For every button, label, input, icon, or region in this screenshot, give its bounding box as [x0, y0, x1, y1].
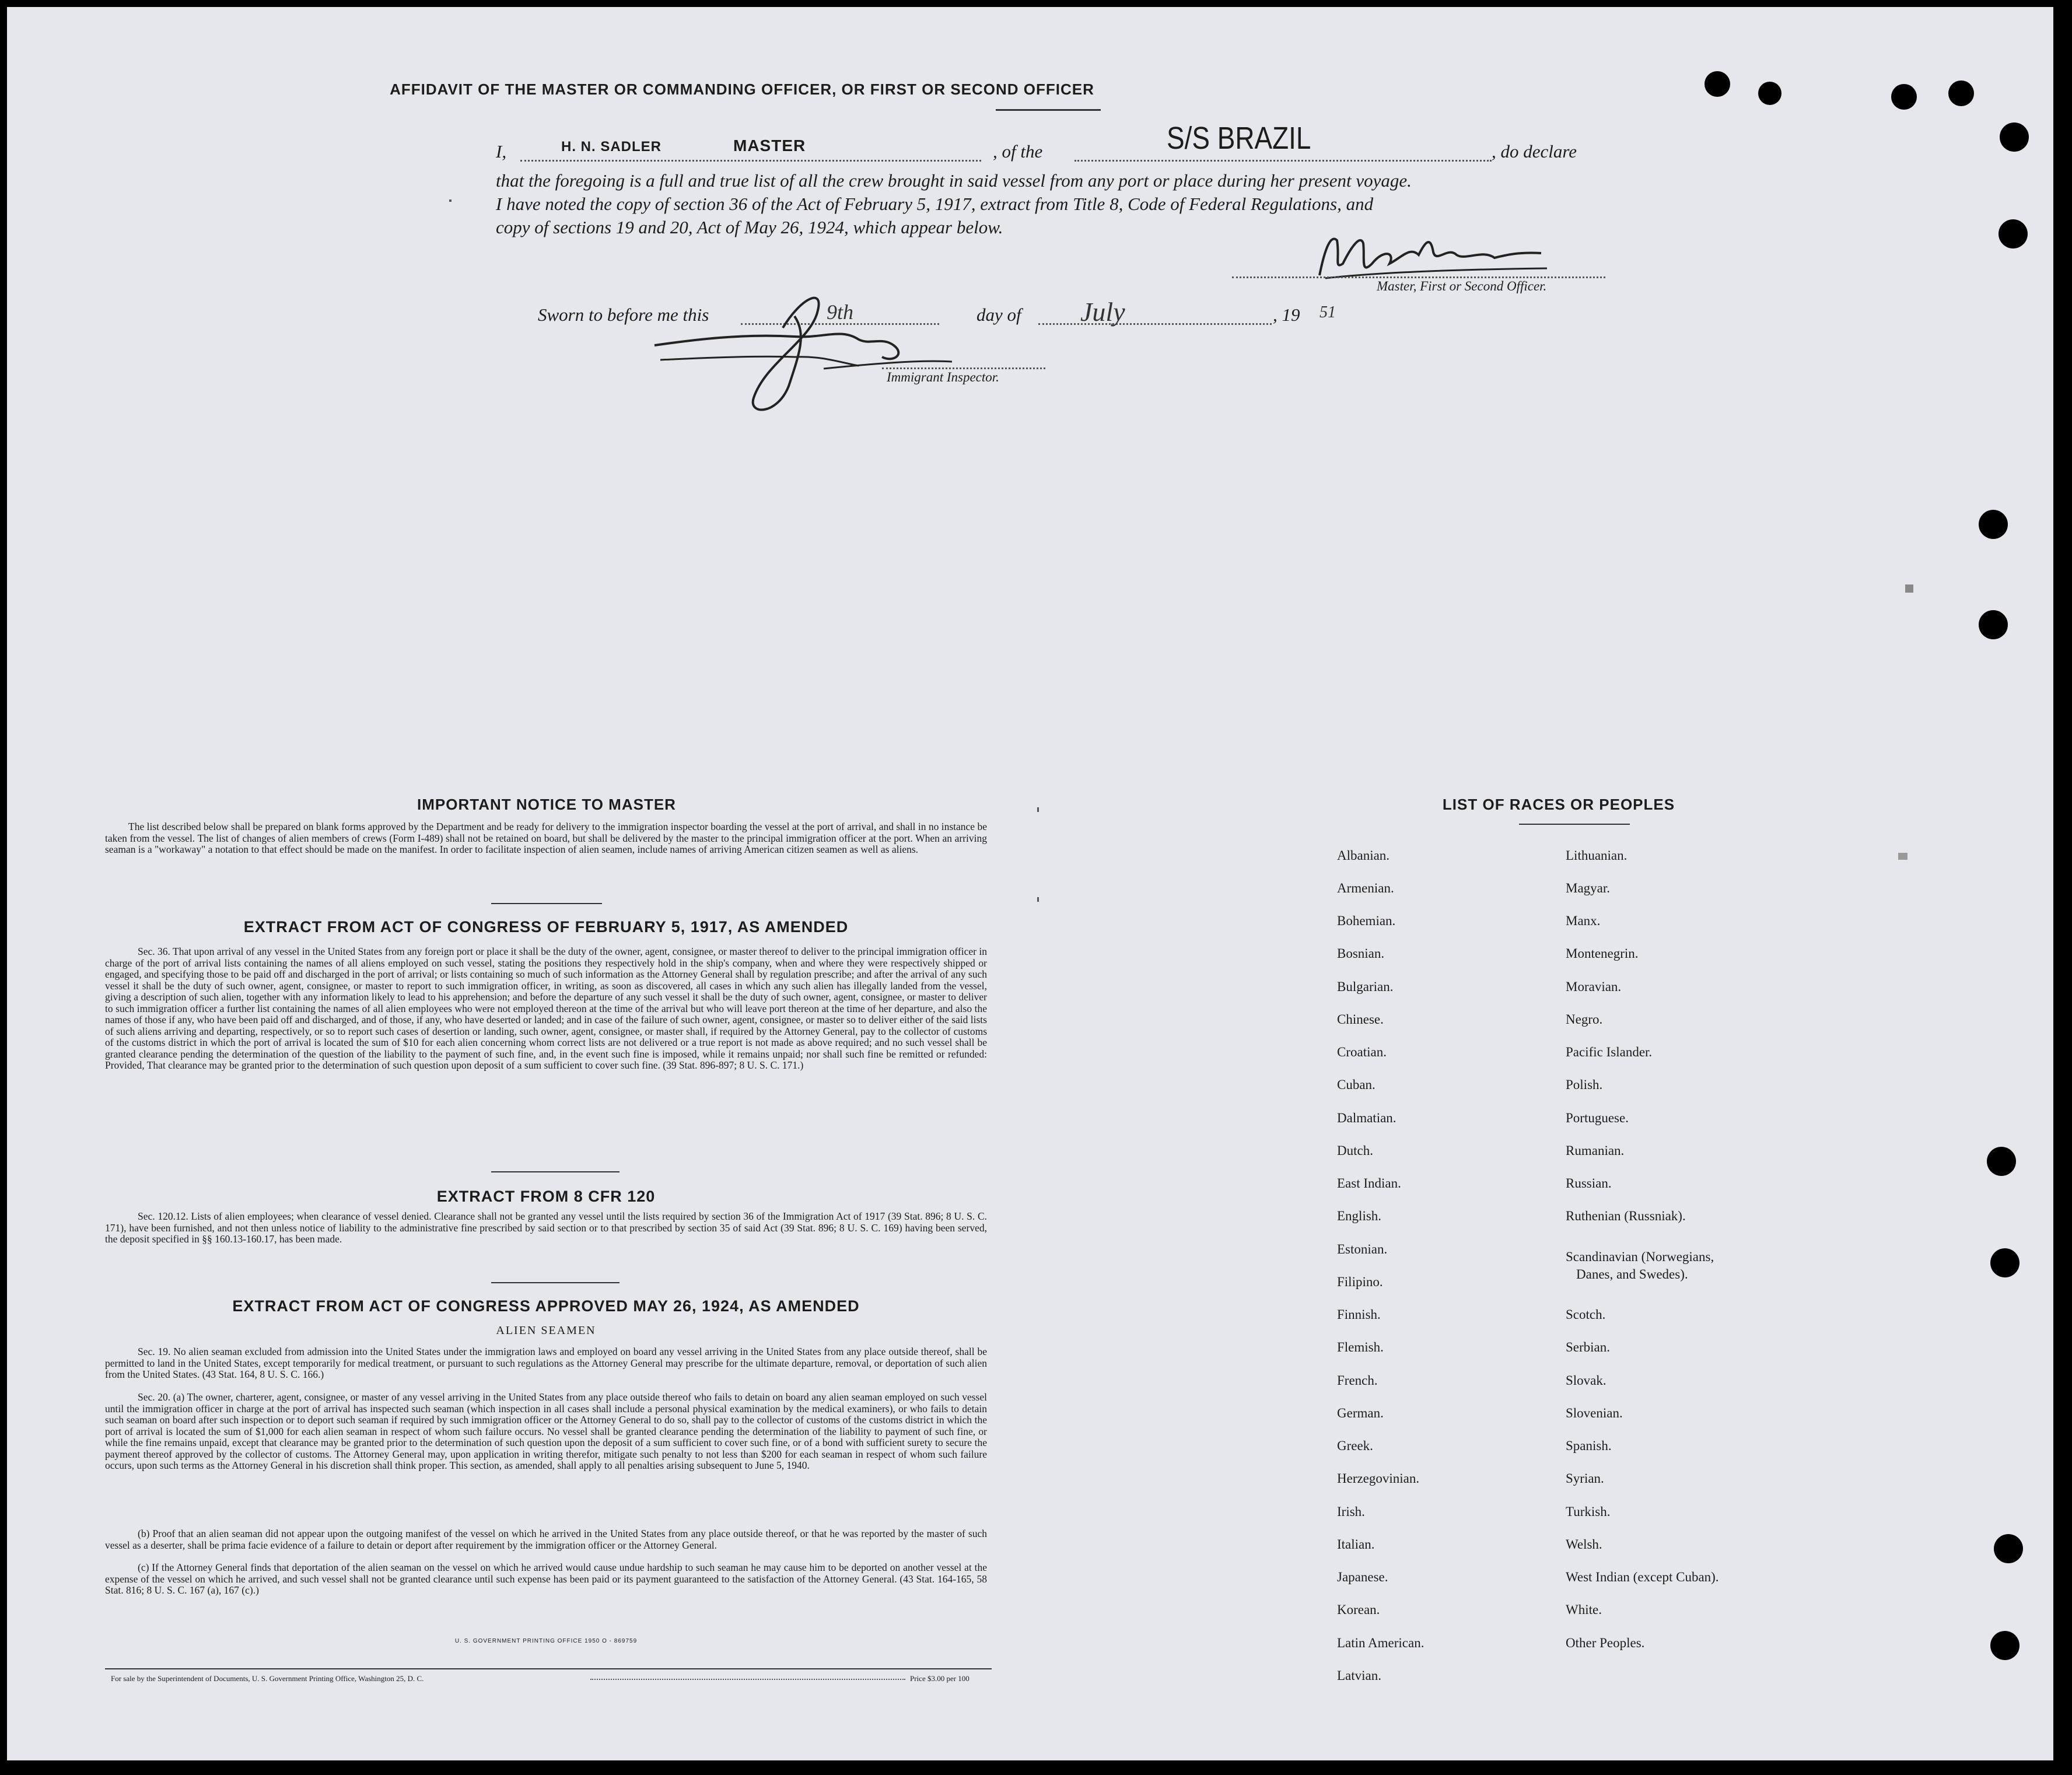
inspector-caption: Immigrant Inspector. — [887, 370, 999, 384]
race-item: Welsh. — [1566, 1537, 1602, 1552]
race-item: German. — [1337, 1406, 1384, 1420]
sworn-month: July — [1080, 297, 1125, 327]
race-item: Estonian. — [1337, 1242, 1388, 1256]
sworn-day: 9th — [827, 300, 854, 324]
race-item: English. — [1337, 1209, 1382, 1223]
race-item: Filipino. — [1337, 1275, 1383, 1289]
race-item: Turkish. — [1566, 1504, 1611, 1519]
punch-hole — [1990, 1248, 2020, 1277]
race-item-line: Scandinavian (Norwegians, — [1566, 1249, 1714, 1264]
race-item: East Indian. — [1337, 1176, 1401, 1191]
race-item: Scotch. — [1566, 1307, 1606, 1322]
extract-1924-title: EXTRACT FROM ACT OF CONGRESS APPROVED MAY 26, 1924, AS AMENDED — [232, 1297, 860, 1315]
race-item: Serbian. — [1566, 1340, 1611, 1354]
affidavit-line3: I have noted the copy of section 36 of the Act of February 5, 1917, extract from Title 8, Code of Federal Regulations, and — [496, 194, 1374, 214]
signature-caption: Master, First or Second Officer. — [1377, 279, 1547, 293]
race-item — [1566, 1248, 1714, 1283]
race-item: Greek. — [1337, 1438, 1373, 1453]
punch-hole — [1999, 219, 2028, 248]
footer-sale-text: For sale by the Superintendent of Documents, U. S. Government Printing Office, Washington 25, D. C. — [111, 1674, 424, 1683]
year-suffix: 51 — [1320, 303, 1336, 321]
race-item: Syrian. — [1566, 1471, 1604, 1486]
race-item: Slovenian. — [1566, 1406, 1623, 1420]
vessel-name: S/S BRAZIL — [1167, 121, 1311, 156]
title-rule — [996, 109, 1101, 111]
punch-hole — [1948, 80, 1974, 106]
inspector-signature — [649, 281, 975, 421]
year-prefix: , 19 — [1273, 304, 1300, 325]
punch-hole — [1987, 1147, 2016, 1176]
extract-cfr-title: EXTRACT FROM 8 CFR 120 — [436, 1188, 656, 1205]
race-item: Lithuanian. — [1566, 848, 1628, 863]
master-name-stamp: H. N. SADLER — [561, 139, 662, 155]
race-item: Spanish. — [1566, 1438, 1612, 1453]
sec20b-text: (b) Proof that an alien seaman did not appear upon the outgoing manifest of the vessel on which he arrived in the United States from any place outside thereof, or that he was reported by the master of such vessel as a deserter, shall be prima facie evidence of a failure to detain or deport after requirement by the immigration officer or the Attorney General. — [105, 1528, 987, 1551]
footer-price: Price $3.00 per 100 — [910, 1674, 970, 1683]
race-item: Flemish. — [1337, 1340, 1384, 1354]
affidavit-title: AFFIDAVIT OF THE MASTER OR COMMANDING OFFICER, OR FIRST OR SECOND OFFICER — [390, 80, 1094, 98]
race-item: Latvian. — [1337, 1668, 1381, 1683]
race-item: Polish. — [1566, 1077, 1603, 1092]
day-of-text: day of — [977, 304, 1021, 325]
race-item: Ruthenian (Russniak). — [1566, 1209, 1686, 1223]
punch-hole — [1758, 82, 1782, 105]
race-item: Croatian. — [1337, 1045, 1387, 1059]
race-item-line: Danes, and Swedes). — [1576, 1267, 1688, 1282]
sec20a-text: Sec. 20. (a) The owner, charterer, agent, consignee, or master of any vessel arriving in the United States from any place outside thereof who fails to detain on board any alien seaman employed on such vessel until the immigration officer in charge at the port of arrival has inspected such seaman (which inspection in all cases shall include a personal physical examination by the medical examiners), or who fails to detain such seaman on board after such inspection or to deport such seaman if required by such immigration officer or the Attorney General to do so, shall pay to the collector of customs of the customs district in which the port of arrival is located the sum of $1,000 for each alien seaman in respect of whom such failure occurs. No vessel shall be granted clearance pending the determination of the liability to payment of such fine, or while the fine remains unpaid, except that clearance may be granted prior to the determination of such question upon the deposit of a sum sufficient to cover such fine, or of a bond with sufficient surety to secure the payment thereof approved by the collector of customs. The Attorney General may, upon application in writing therefor, mitigate such penalty to not less than $200 for each seaman in respect of whom such failure occurs, upon such terms as the Attorney General in his discretion shall think proper. This section, as amended, shall apply to all penalties arising subsequent to June 5, 1940. — [105, 1391, 987, 1471]
punch-hole — [1979, 510, 2008, 539]
punch-hole — [2000, 122, 2029, 152]
race-item: White. — [1566, 1602, 1602, 1617]
of-the-text: , of the — [993, 141, 1043, 162]
race-item: Cuban. — [1337, 1077, 1376, 1092]
race-item: Slovak. — [1566, 1373, 1606, 1388]
document-page — [7, 7, 2053, 1760]
race-item: Other Peoples. — [1566, 1636, 1645, 1650]
race-item: Latin American. — [1337, 1636, 1424, 1650]
race-item: Italian. — [1337, 1537, 1375, 1552]
race-item: Magyar. — [1566, 881, 1611, 895]
affidavit-line4: copy of sections 19 and 20, Act of May 26, 1924, which appear below. — [496, 217, 1003, 237]
race-item: Rumanian. — [1566, 1143, 1625, 1158]
race-item: Japanese. — [1337, 1570, 1388, 1584]
race-item: Montenegrin. — [1566, 946, 1639, 961]
race-item: Finnish. — [1337, 1307, 1381, 1322]
race-item: Herzegovinian. — [1337, 1471, 1420, 1486]
race-item: Moravian. — [1566, 979, 1622, 994]
do-declare-text: , do declare — [1492, 141, 1577, 162]
race-item: Pacific Islander. — [1566, 1045, 1653, 1059]
extract-1917-title: EXTRACT FROM ACT OF CONGRESS OF FEBRUARY 5, 1917, AS AMENDED — [243, 918, 849, 936]
race-item: Bulgarian. — [1337, 979, 1394, 994]
affidavit-line2: that the foregoing is a full and true list of all the crew brought in said vessel from any port or place during her present voyage. — [496, 170, 1412, 191]
line1-prefix: I, — [496, 141, 507, 162]
notice-text: The list described below shall be prepared on blank forms approved by the Department and be ready for delivery to the immigration inspector boarding the vessel at the port of arrival, and shall in no instance be taken from the vessel. The list of changes of alien members of crews (Form I-489) shall not be retained on board, but shall be delivered by the master to the principal immigration officer at the port. When an arriving seaman is a "workaway" a notation to that effect should be made on the manifest. In order to facilitate inspection of alien seamen, include names of arriving American citizen seamen as well as aliens. — [105, 821, 987, 855]
race-item: Dalmatian. — [1337, 1111, 1396, 1125]
punch-hole — [1891, 84, 1917, 110]
race-item: Russian. — [1566, 1176, 1612, 1191]
alien-seamen-subtitle: ALIEN SEAMEN — [496, 1324, 596, 1337]
race-item: Dutch. — [1337, 1143, 1373, 1158]
extract-cfr-text: Sec. 120.12. Lists of alien employees; when clearance of vessel denied. Clearance shall not be granted any vessel until the lists required by section 36 of the Immigration Act of 1917 (39 Stat. 896; 8 U. S. C. 171), have been furnished, and not then unless notice of liability to the administrative fine prescribed by said section or to that prescribed by section 35 of said Act (39 Stat. 896; 8 U. S. C. 169) having been served, the deposit specified in §§ 160.13-160.17, has been made. — [105, 1210, 987, 1245]
race-item: Chinese. — [1337, 1012, 1384, 1027]
gpo-line: U. S. GOVERNMENT PRINTING OFFICE 1950 O - 869759 — [454, 1638, 638, 1644]
sec20c-text: (c) If the Attorney General finds that deportation of the alien seaman on the vessel on which he arrived would cause undue hardship to such seaman he may cause him to be deported on another vessel at the expense of the vessel on which he arrived, and such vessel shall not be granted clearance until such expense has been paid or its payment guaranteed to the satisfaction of the Attorney General. (43 Stat. 164-165, 58 Stat. 816; 8 U. S. C. 167 (a), 167 (c).) — [105, 1562, 987, 1596]
sworn-prefix: Sworn to before me this — [538, 304, 709, 325]
race-item: Manx. — [1566, 913, 1601, 928]
race-item: Irish. — [1337, 1504, 1365, 1519]
race-item: Bosnian. — [1337, 946, 1385, 961]
punch-hole — [1994, 1534, 2023, 1563]
race-item: West Indian (except Cuban). — [1566, 1570, 1719, 1584]
rank-stamp: MASTER — [733, 136, 806, 155]
punch-hole — [1990, 1631, 2020, 1660]
punch-hole — [1704, 71, 1730, 97]
race-item: Korean. — [1337, 1602, 1380, 1617]
race-item: Albanian. — [1337, 848, 1390, 863]
extract-1917-text: Sec. 36. That upon arrival of any vessel in the United States from any foreign port or place it shall be the duty of the owner, agent, consignee, or master thereof to deliver to the principal immigration officer in charge of the port of arrival lists containing the names of all aliens employed on such vessel, stating the positions they respectively hold in the ship's company, when and where they were respectively shipped or engaged, and specifying those to be paid off and discharged in the port of arrival; or lists containing so much of such information as the Attorney General shall by regulation prescribe; and after the arrival of any such vessel it shall be the duty of such owner, agent, consignee, or master to report to such immigration officer, in writing, as soon as discovered, all cases in which any such alien has illegally landed from the vessel, giving a description of such alien, together with any information likely to lead to his apprehension; and before the departure of any such vessel it shall be the duty of such owner, agent, consignee, or master to deliver to such immigration officer a further list containing the names of all alien employees who were not employed thereon at the time of the arrival but who will leave port thereon at the time of her departure, and also the names of those if any, who have been paid off and discharged, and of those, if any, who have deserted or landed; and in case of the failure of such owner, agent, consignee, or master so to deliver either of the said lists of such aliens arriving and departing, respectively, or so to report such cases of desertion or landing, such owner, agent, consignee, or master shall, if required by the Attorney General, pay to the collector of customs of the customs district in which the port of arrival is located the sum of $10 for each alien concerning whom correct lists are not delivered or a true report is not made as above required; and no such vessel shall be granted clearance pending the determination of the question of the liability to the payment of such fine, and, in the event such fine is imposed, while it remains unpaid; nor shall such fine be remitted or refunded: Provided, That clearance may be granted prior to the determination of such question upon deposit of a sum sufficient to cover such fine. (39 Stat. 896-897; 8 U. S. C. 171.) — [105, 946, 987, 1071]
sec19-text: Sec. 19. No alien seaman excluded from admission into the United States under the immigration laws and employed on board any vessel arriving in the United States from any place outside thereof, shall be permitted to land in the United States, except temporarily for medical treatment, or pursuant to such regulations as the Attorney General may prescribe for the ultimate departure, removal, or deportation of such alien from the United States. (43 Stat. 164, 8 U. S. C. 166.) — [105, 1346, 987, 1380]
punch-hole — [1979, 610, 2008, 639]
race-item: Negro. — [1566, 1012, 1603, 1027]
race-item: Armenian. — [1337, 881, 1394, 895]
race-item: Bohemian. — [1337, 913, 1396, 928]
notice-title: IMPORTANT NOTICE TO MASTER — [417, 796, 676, 813]
race-item: French. — [1337, 1373, 1378, 1388]
race-item: Portuguese. — [1566, 1111, 1629, 1125]
races-title: LIST OF RACES OR PEOPLES — [1442, 796, 1675, 813]
